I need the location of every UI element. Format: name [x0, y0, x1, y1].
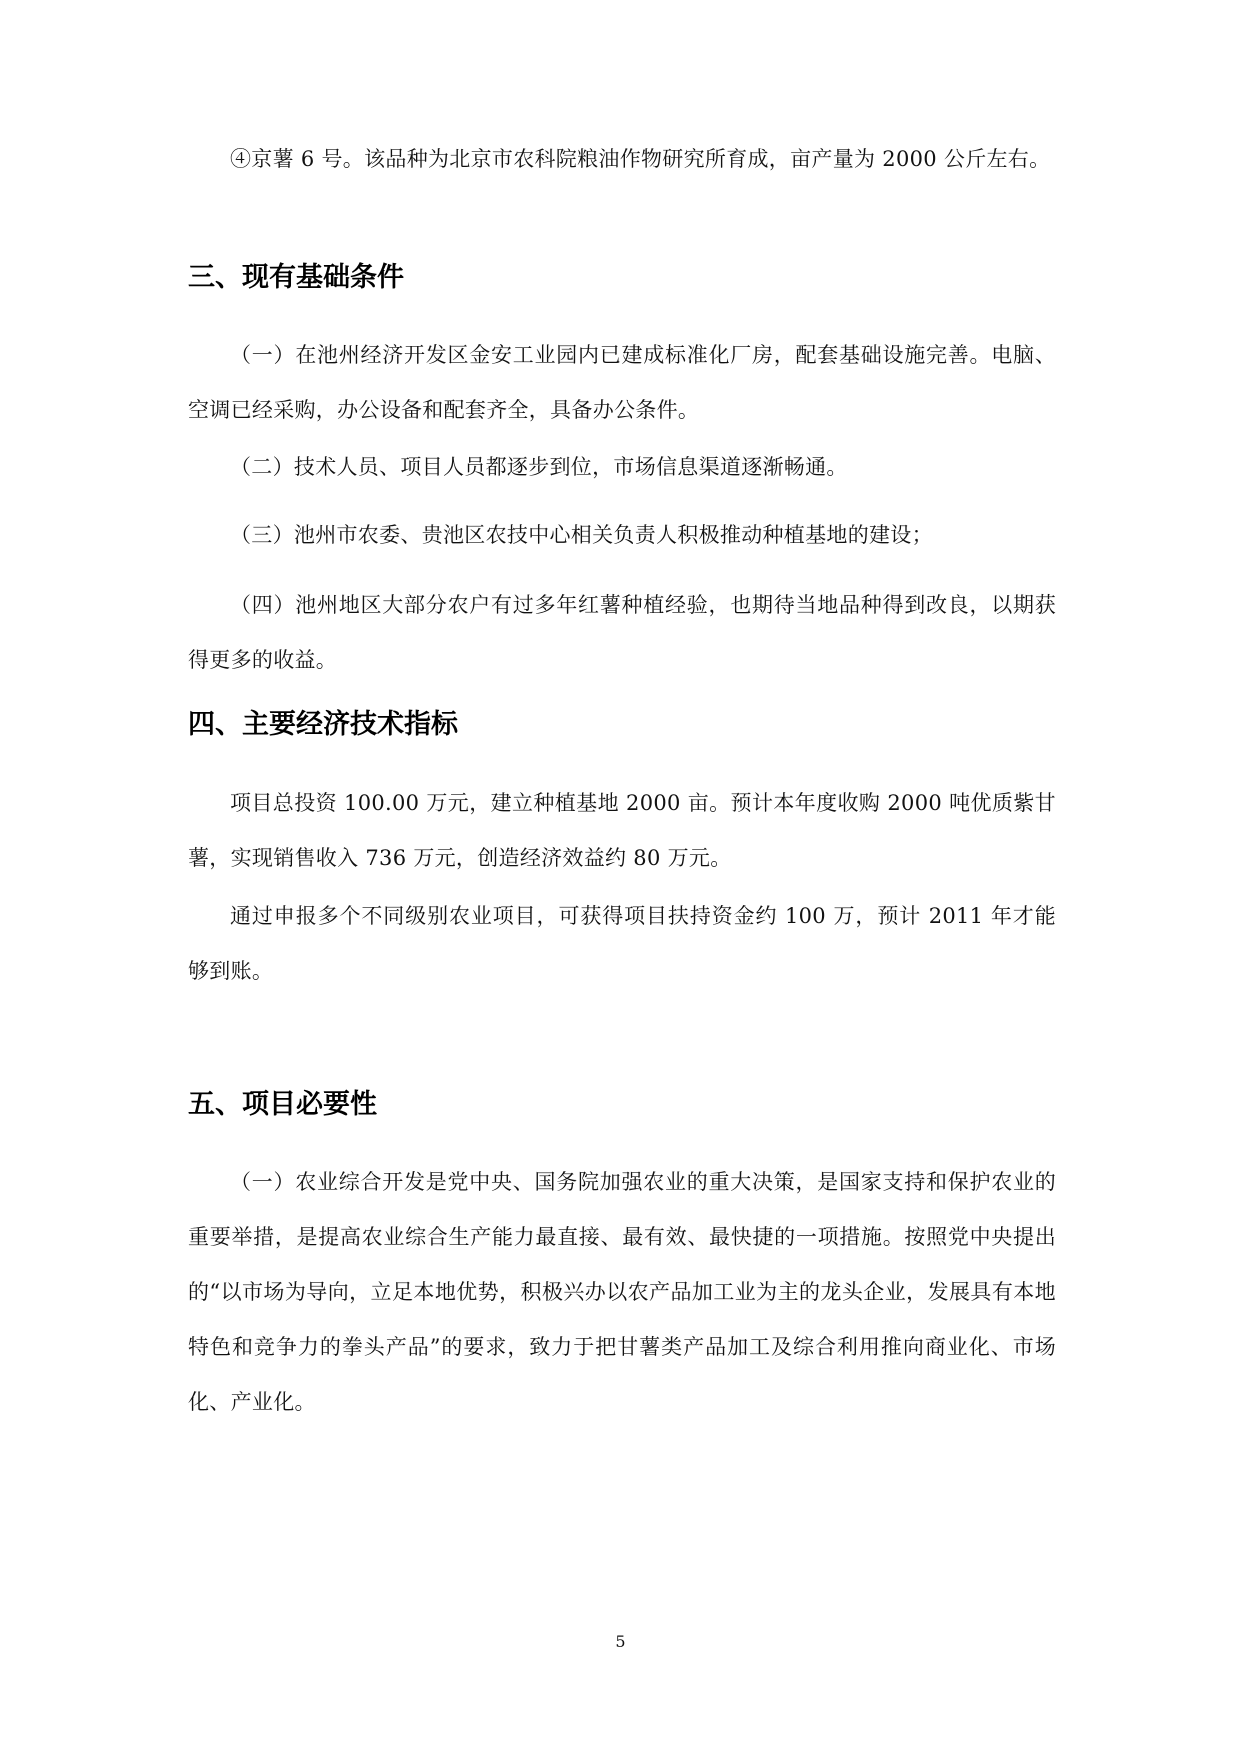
section-heading-necessity: 五、项目必要性 [188, 1089, 377, 1120]
paragraph-condition-4: （四）池州地区大部分农户有过多年红薯种植经验，也期待当地品种得到改良，以期获得更多的收益。 [188, 593, 1056, 672]
paragraph-variety-jingshu6: ④京薯 6 号。该品种为北京市农科院粮油作物研究所育成，亩产量为 2000 公斤左右。 [230, 147, 1051, 171]
section-heading-economic-indicators: 四、主要经济技术指标 [188, 709, 458, 740]
paragraph-necessity-1: （一）农业综合开发是党中央、国务院加强农业的重大决策，是国家支持和保护农业的重要举措，是提高农业综合生产能力最直接、最有效、最快捷的一项措施。按照党中央提出的“以市场为导向，立足本地优势，积极兴办以农产品加工业为主的龙头企业，发展具有本地特色和竞争力的拳头产品”的要求，致力于把甘薯类产品加工及综合利用推向商业化、市场化、产业化。 [188, 1170, 1056, 1414]
paragraph-condition-3: （三）池州市农委、贵池区农技中心相关负责人积极推动种植基地的建设； [230, 523, 933, 547]
paragraph-funding: 通过申报多个不同级别农业项目，可获得项目扶持资金约 100 万，预计 2011 年才能够到账。 [188, 904, 1056, 983]
paragraph-investment: 项目总投资 100.00 万元，建立种植基地 2000 亩。预计本年度收购 2000 吨优质紫甘薯，实现销售收入 736 万元，创造经济效益约 80 万元。 [188, 791, 1056, 870]
section-heading-existing-conditions: 三、现有基础条件 [188, 262, 404, 293]
page-number: 5 [615, 1632, 626, 1651]
paragraph-condition-2: （二）技术人员、项目人员都逐步到位，市场信息渠道逐渐畅通。 [230, 455, 848, 479]
paragraph-condition-1: （一）在池州经济开发区金安工业园内已建成标准化厂房，配套基础设施完善。电脑、空调已经采购，办公设备和配套齐全，具备办公条件。 [188, 343, 1056, 422]
